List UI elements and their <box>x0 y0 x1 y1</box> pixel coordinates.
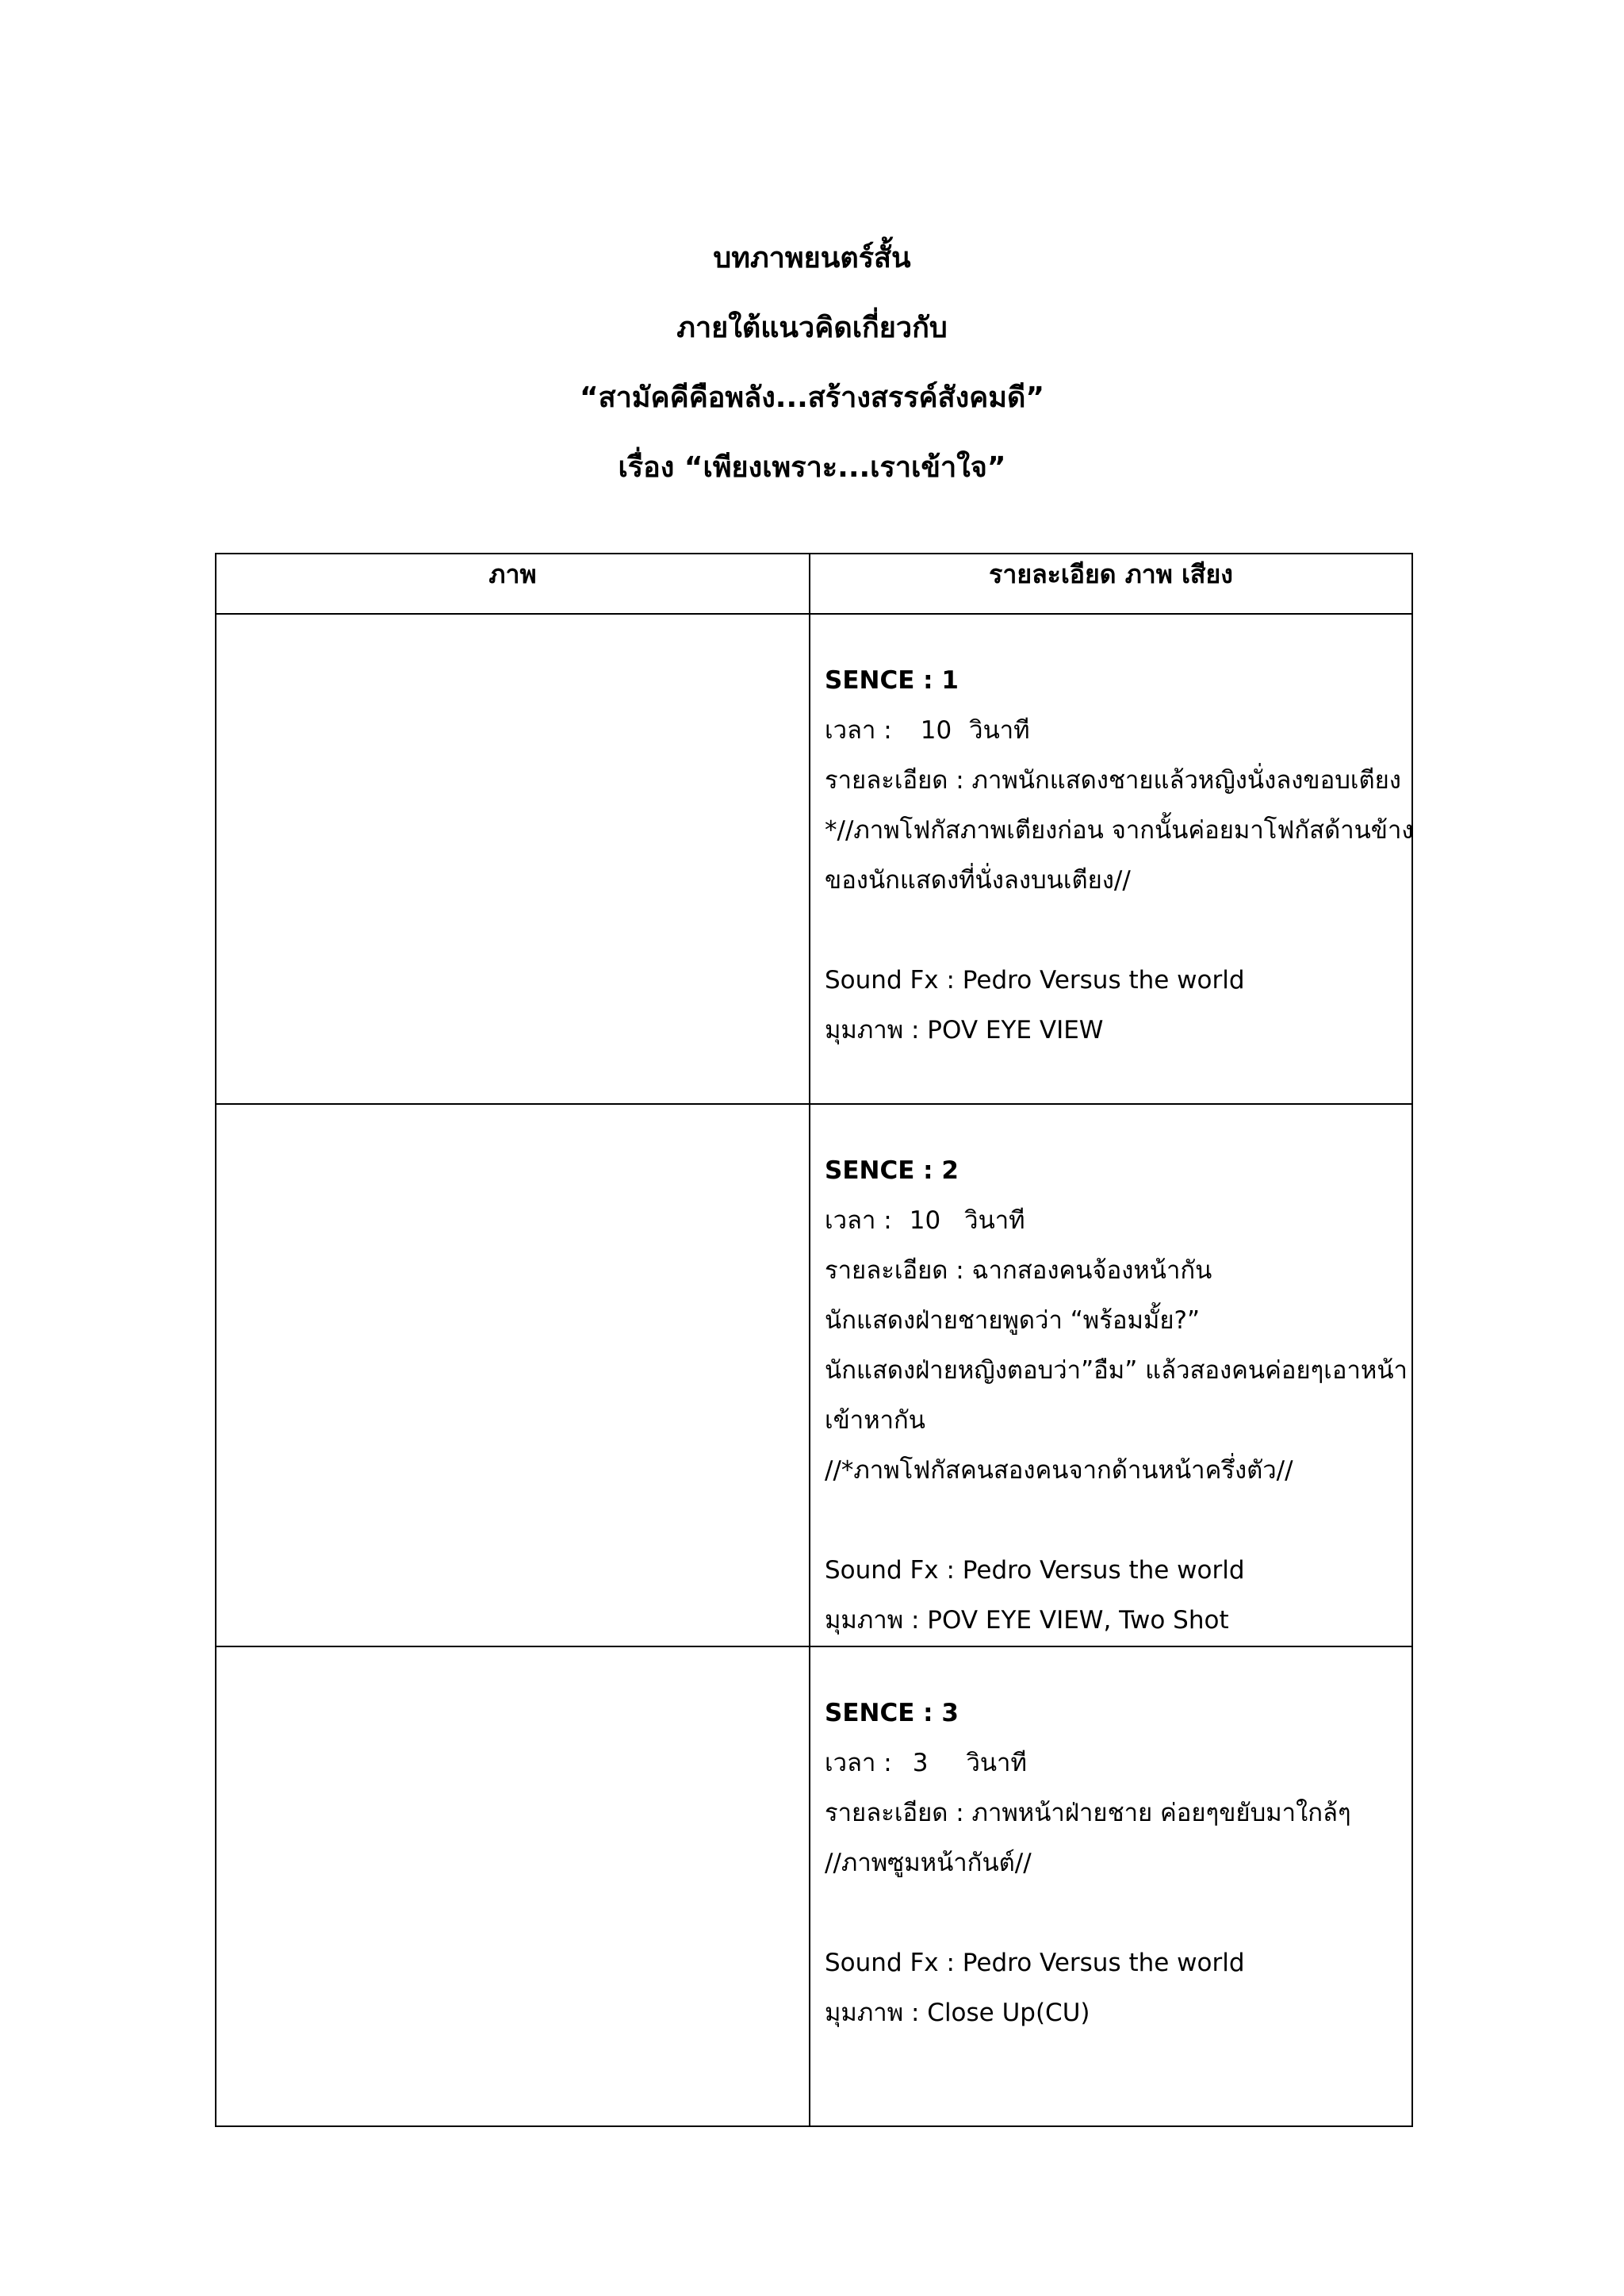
scene-2-sound: Sound Fx : Pedro Versus the world <box>825 1556 1245 1585</box>
scene-2-detail-line: เข้าหากัน <box>825 1406 925 1435</box>
scene-3-sound: Sound Fx : Pedro Versus the world <box>825 1949 1245 1977</box>
title-line-1: บทภาพยนตร์สั้น <box>713 242 911 274</box>
scene-1-detail-line: *//ภาพโฟกัสภาพเตียงก่อน จากนั้นค่อยมาโฟกัสด้านข้าง <box>825 816 1414 845</box>
header-image: ภาพ <box>216 554 810 614</box>
scene-3-time <box>825 1738 1399 1788</box>
title-line-2: ภายใต้แนวคิดเกี่ยวกับ <box>676 312 948 344</box>
scene-1-time-value: 10 <box>920 716 952 745</box>
scene-row-1 <box>216 614 1412 1104</box>
scene-row-2 <box>216 1104 1412 1646</box>
scene-3-time-unit: วินาที <box>966 1749 1027 1777</box>
scene-3-title: SENCE : 3 <box>825 1699 959 1727</box>
storyboard-table <box>215 553 1413 2127</box>
scene-1-image-cell <box>216 614 810 1104</box>
scene-1-detail-line: ของนักแสดงที่นั่งลงบนเตียง// <box>825 866 1131 895</box>
scene-2-image-cell <box>216 1104 810 1646</box>
scene-2-time <box>825 1196 1399 1246</box>
scene-2-time-unit: วินาที <box>964 1206 1025 1235</box>
scene-1-sound: Sound Fx : Pedro Versus the world <box>825 966 1245 995</box>
scene-1-time-label: เวลา : <box>825 716 892 745</box>
table-header-row <box>216 554 1412 614</box>
title-line-3: “สามัคคีคือพลัง...สร้างสรรค์สังคมดี” <box>579 381 1045 414</box>
scene-2-time-value: 10 <box>909 1206 941 1235</box>
scene-3-angle: มุมภาพ : Close Up(CU) <box>825 1999 1090 2027</box>
scene-2-title: SENCE : 2 <box>825 1156 959 1185</box>
scene-2-detail-line: นักแสดงฝ่ายชายพูดว่า “พร้อมมั้ย?” <box>825 1306 1201 1335</box>
scene-1-title: SENCE : 1 <box>825 666 959 695</box>
scene-1-detail-cell <box>810 614 1412 1104</box>
scene-1-time-unit: วินาที <box>969 716 1030 745</box>
scene-3-image-cell <box>216 1646 810 2126</box>
scene-3-detail-line: //ภาพซูมหน้ากันต์// <box>825 1849 1032 1877</box>
scene-3-time-value: 3 <box>912 1749 929 1777</box>
scene-2-angle: มุมภาพ : POV EYE VIEW, Two Shot <box>825 1606 1229 1635</box>
scene-2-detail-line: รายละเอียด : ฉากสองคนจ้องหน้ากัน <box>825 1256 1212 1285</box>
scene-2-detail-line: นักแสดงฝ่ายหญิงตอบว่า”อืม” แล้วสองคนค่อยๆเอาหน้า <box>825 1356 1408 1385</box>
scene-2-detail-line: //*ภาพโฟกัสคนสองคนจากด้านหน้าครึ่งตัว// <box>825 1456 1293 1485</box>
scene-row-3 <box>216 1646 1412 2126</box>
scene-1-time <box>825 706 1399 756</box>
scene-3-detail-line: รายละเอียด : ภาพหน้าฝ่ายชาย ค่อยๆขยับมาใกล้ๆ <box>825 1799 1351 1827</box>
header-detail: รายละเอียด ภาพ เสียง <box>810 554 1412 614</box>
title-line-4: เรื่อง “เพียงเพราะ...เราเข้าใจ” <box>618 451 1006 484</box>
scene-1-detail-line: รายละเอียด : ภาพนักแสดงชายแล้วหญิงนั่งลงขอบเตียง <box>825 766 1401 795</box>
document-title <box>0 224 1624 503</box>
scene-2-detail-cell <box>810 1104 1412 1646</box>
scene-2-time-label: เวลา : <box>825 1206 892 1235</box>
scene-3-time-label: เวลา : <box>825 1749 892 1777</box>
scene-1-angle: มุมภาพ : POV EYE VIEW <box>825 1016 1104 1045</box>
scene-3-detail-cell <box>810 1646 1412 2126</box>
